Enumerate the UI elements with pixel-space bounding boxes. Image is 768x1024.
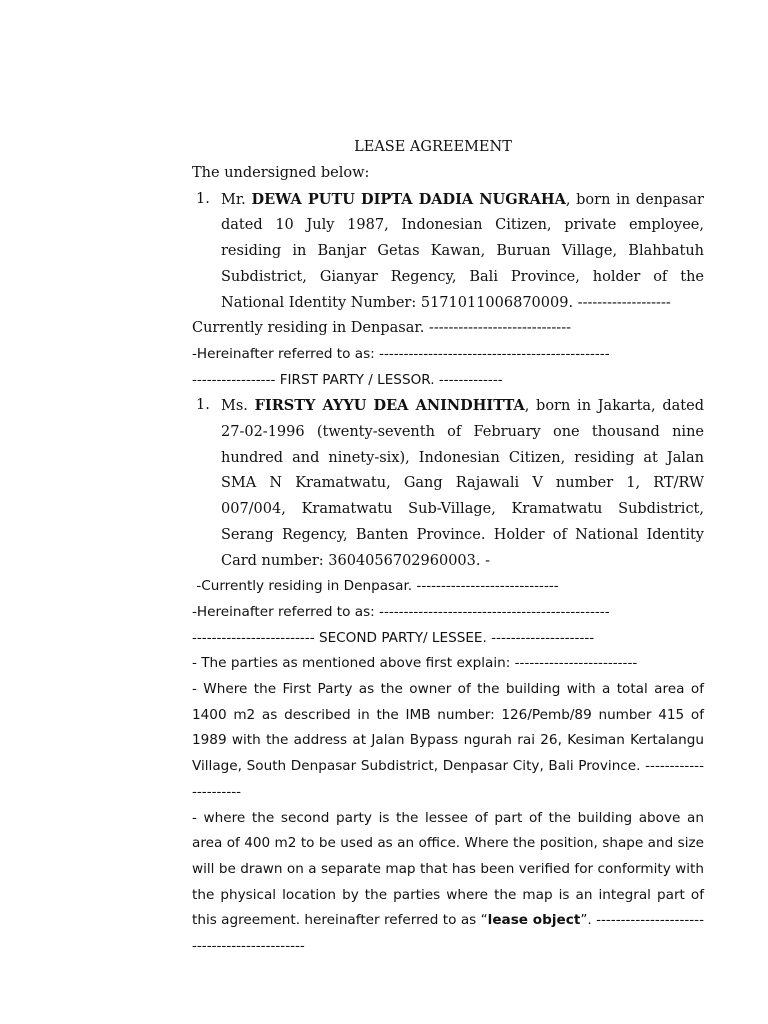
list-number: 1. (196, 397, 210, 414)
lessee-text: - where the second party is the lessee of part of the building above an area of 400 m2 to be used as an office. Where the position, shape and size will be drawn on a separate map that has been verified for conformity with the physical location by the parties where the map is an integral part of this agreement. hereinafter referred to as “ (192, 809, 704, 929)
second-party-residing: -Currently residing in Denpasar. ----------------------------- (192, 578, 559, 595)
document-body (192, 161, 704, 960)
explain-statement: - The parties as mentioned above first explain: ------------------------- (192, 655, 638, 672)
second-party-referred: -Hereinafter referred to as: ----------------------------------------------- (192, 603, 610, 620)
intro-text: The undersigned below: (192, 165, 370, 181)
second-party-description: , born in Jakarta, dated 27-02-1996 (twenty-seventh of February one thousand nine hundred and ninety-six), Indonesian Citizen, residing at Jalan SMA N Kramatwatu, Gang Rajawali V number 1, RT/RW 007/004, Kramatwatu Sub-Village, Kramatwatu Subdistrict, Serang Regency, Banten Province. Holder of National Identity Card number: 3604056702960003. - (221, 398, 704, 569)
first-party-referred: -Hereinafter referred to as: ----------------------------------------------- (192, 345, 610, 362)
lease-object-term: lease object (487, 912, 581, 929)
paragraph-building-owner: - Where the First Party as the owner of the building with a total area of 1400 m2 as described in the IMB number: 126/Pemb/89 number 415 of 1989 with the address at Jalan Bypass ngurah rai 26, Kesiman Kertalangu Village, South Denpasar Subdistrict, Denpasar City, Bali Province. ---------------------- (192, 681, 704, 800)
second-party-role: ------------------------- SECOND PARTY/ LESSEE. --------------------- (192, 629, 595, 646)
first-party-entry (192, 187, 704, 317)
first-party-role: ----------------- FIRST PARTY / LESSOR. ------------- (192, 371, 503, 388)
second-party-name: FIRSTY AYYU DEA ANINDHITTA (254, 397, 525, 415)
paragraph-lessee (192, 806, 704, 960)
first-party-description: , born in denpasar dated 10 July 1987, Indonesian Citizen, private employee, residing in Banjar Getas Kawan, Buruan Village, Blahbatuh Subdistrict, Gianyar Regency, Bali Province, holder of the National Identity Number: 5171011006870009. ------------------- (221, 191, 704, 311)
second-party-details (219, 393, 704, 574)
first-party-details (219, 187, 704, 317)
second-party-entry (192, 393, 704, 574)
list-number: 1. (196, 190, 210, 207)
title-prefix: Mr. (221, 191, 252, 208)
first-party-name: DEWA PUTU DIPTA DADIA NUGRAHA (251, 190, 566, 208)
lessee-text-end: ”. --------------------------------------------- (192, 912, 704, 955)
first-party-residing: Currently residing in Denpasar. ----------------------------- (192, 320, 572, 337)
document-title: LEASE AGREEMENT (354, 139, 512, 155)
title-prefix: Ms. (221, 398, 255, 415)
